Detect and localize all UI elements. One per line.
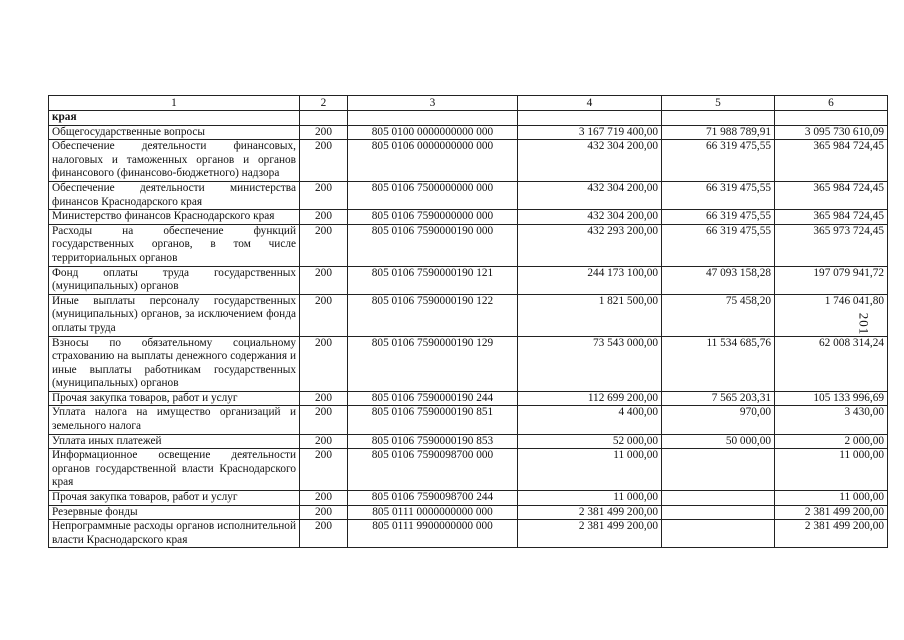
table-row <box>49 210 888 225</box>
executed-amount: 7 565 203,31 <box>662 391 775 406</box>
column-header: 5 <box>662 96 775 111</box>
table-row <box>49 294 888 336</box>
executed-amount: 11 534 685,76 <box>662 336 775 391</box>
table-row <box>49 434 888 449</box>
admin-code: 200 <box>300 491 348 506</box>
classification-code: 805 0106 0000000000 000 <box>348 140 518 182</box>
planned-amount: 2 381 499 200,00 <box>518 505 662 520</box>
column-number-row <box>49 96 888 111</box>
executed-amount: 970,00 <box>662 406 775 434</box>
table-row <box>49 391 888 406</box>
admin-code: 200 <box>300 505 348 520</box>
executed-amount <box>662 449 775 491</box>
planned-amount: 432 293 200,00 <box>518 224 662 266</box>
admin-code: 200 <box>300 336 348 391</box>
remaining-amount: 105 133 996,69 <box>775 391 888 406</box>
expense-name: Расходы на обеспечение функций государственных органов, в том числе территориальных органов <box>49 224 300 266</box>
table-row <box>49 406 888 434</box>
planned-amount: 432 304 200,00 <box>518 140 662 182</box>
section-row <box>49 111 888 126</box>
expense-name: Фонд оплаты труда государственных (муниципальных) органов <box>49 266 300 294</box>
remaining-amount: 197 079 941,72 <box>775 266 888 294</box>
classification-code: 805 0106 7590000190 129 <box>348 336 518 391</box>
table-row <box>49 181 888 209</box>
remaining-amount: 11 000,00 <box>775 449 888 491</box>
expense-name: Иные выплаты персоналу государственных (муниципальных) органов, за исключением фонда оплаты труда <box>49 294 300 336</box>
admin-code: 200 <box>300 406 348 434</box>
executed-amount: 71 988 789,91 <box>662 125 775 140</box>
expense-name: Прочая закупка товаров, работ и услуг <box>49 491 300 506</box>
remaining-amount: 365 984 724,45 <box>775 181 888 209</box>
table-row <box>49 140 888 182</box>
admin-code: 200 <box>300 449 348 491</box>
remaining-amount: 365 973 724,45 <box>775 224 888 266</box>
admin-code: 200 <box>300 125 348 140</box>
admin-code: 200 <box>300 434 348 449</box>
column-header: 6 <box>775 96 888 111</box>
admin-code: 200 <box>300 140 348 182</box>
classification-code: 805 0106 7590000190 853 <box>348 434 518 449</box>
classification-code: 805 0111 0000000000 000 <box>348 505 518 520</box>
planned-amount: 11 000,00 <box>518 449 662 491</box>
table-row <box>49 125 888 140</box>
classification-code: 805 0106 7500000000 000 <box>348 181 518 209</box>
classification-code: 805 0106 7590000190 000 <box>348 224 518 266</box>
table-row <box>49 224 888 266</box>
classification-code: 805 0106 7590098700 244 <box>348 491 518 506</box>
column-header: 1 <box>49 96 300 111</box>
planned-amount: 112 699 200,00 <box>518 391 662 406</box>
table-row <box>49 505 888 520</box>
classification-code: 805 0106 7590000190 122 <box>348 294 518 336</box>
executed-amount: 66 319 475,55 <box>662 181 775 209</box>
classification-code: 805 0106 7590000190 851 <box>348 406 518 434</box>
expense-name: Непрограммные расходы органов исполнительной власти Краснодарского края <box>49 520 300 548</box>
classification-code: 805 0106 7590000190 121 <box>348 266 518 294</box>
remaining-amount: 365 984 724,45 <box>775 140 888 182</box>
classification-code: 805 0100 0000000000 000 <box>348 125 518 140</box>
classification-code: 805 0106 7590000000 000 <box>348 210 518 225</box>
expense-name: Обеспечение деятельности финансовых, налоговых и таможенных органов и органов финансового (финансово-бюджетного) надзора <box>49 140 300 182</box>
admin-code: 200 <box>300 266 348 294</box>
expense-name: Резервные фонды <box>49 505 300 520</box>
remaining-amount: 365 984 724,45 <box>775 210 888 225</box>
expense-name: Общегосударственные вопросы <box>49 125 300 140</box>
executed-amount <box>662 520 775 548</box>
remaining-amount: 2 381 499 200,00 <box>775 505 888 520</box>
admin-code: 200 <box>300 224 348 266</box>
executed-amount: 66 319 475,55 <box>662 140 775 182</box>
planned-amount: 4 400,00 <box>518 406 662 434</box>
remaining-amount: 3 430,00 <box>775 406 888 434</box>
planned-amount: 1 821 500,00 <box>518 294 662 336</box>
remaining-amount: 1 746 041,80 <box>775 294 888 336</box>
classification-code: 805 0111 9900000000 000 <box>348 520 518 548</box>
executed-amount <box>662 491 775 506</box>
expense-name: Обеспечение деятельности министерства финансов Краснодарского края <box>49 181 300 209</box>
planned-amount: 73 543 000,00 <box>518 336 662 391</box>
expense-name: Взносы по обязательному социальному страхованию на выплаты денежного содержания и иные выплаты работникам государственных (муниципальных) органов <box>49 336 300 391</box>
remaining-amount: 62 008 314,24 <box>775 336 888 391</box>
column-header: 2 <box>300 96 348 111</box>
planned-amount: 11 000,00 <box>518 491 662 506</box>
remaining-amount: 2 381 499 200,00 <box>775 520 888 548</box>
executed-amount: 47 093 158,28 <box>662 266 775 294</box>
classification-code: 805 0106 7590098700 000 <box>348 449 518 491</box>
expense-name: Уплата иных платежей <box>49 434 300 449</box>
planned-amount: 52 000,00 <box>518 434 662 449</box>
remaining-amount: 11 000,00 <box>775 491 888 506</box>
expense-name: Министерство финансов Краснодарского края <box>49 210 300 225</box>
remaining-amount: 2 000,00 <box>775 434 888 449</box>
executed-amount: 75 458,20 <box>662 294 775 336</box>
planned-amount: 3 167 719 400,00 <box>518 125 662 140</box>
table-row <box>49 266 888 294</box>
planned-amount: 432 304 200,00 <box>518 181 662 209</box>
admin-code: 200 <box>300 391 348 406</box>
section-label: края <box>49 111 300 126</box>
executed-amount: 66 319 475,55 <box>662 224 775 266</box>
admin-code: 200 <box>300 294 348 336</box>
table-row <box>49 449 888 491</box>
remaining-amount: 3 095 730 610,09 <box>775 125 888 140</box>
planned-amount: 432 304 200,00 <box>518 210 662 225</box>
classification-code: 805 0106 7590000190 244 <box>348 391 518 406</box>
column-header: 3 <box>348 96 518 111</box>
page-number: 201 <box>856 312 872 336</box>
admin-code: 200 <box>300 210 348 225</box>
table-row <box>49 520 888 548</box>
budget-table <box>48 95 888 548</box>
planned-amount: 244 173 100,00 <box>518 266 662 294</box>
admin-code: 200 <box>300 181 348 209</box>
expense-name: Уплата налога на имущество организаций и земельного налога <box>49 406 300 434</box>
column-header: 4 <box>518 96 662 111</box>
expense-name: Прочая закупка товаров, работ и услуг <box>49 391 300 406</box>
executed-amount: 66 319 475,55 <box>662 210 775 225</box>
executed-amount: 50 000,00 <box>662 434 775 449</box>
executed-amount <box>662 505 775 520</box>
table-row <box>49 491 888 506</box>
admin-code: 200 <box>300 520 348 548</box>
planned-amount: 2 381 499 200,00 <box>518 520 662 548</box>
expense-name: Информационное освещение деятельности органов государственной власти Краснодарского края <box>49 449 300 491</box>
table-row <box>49 336 888 391</box>
